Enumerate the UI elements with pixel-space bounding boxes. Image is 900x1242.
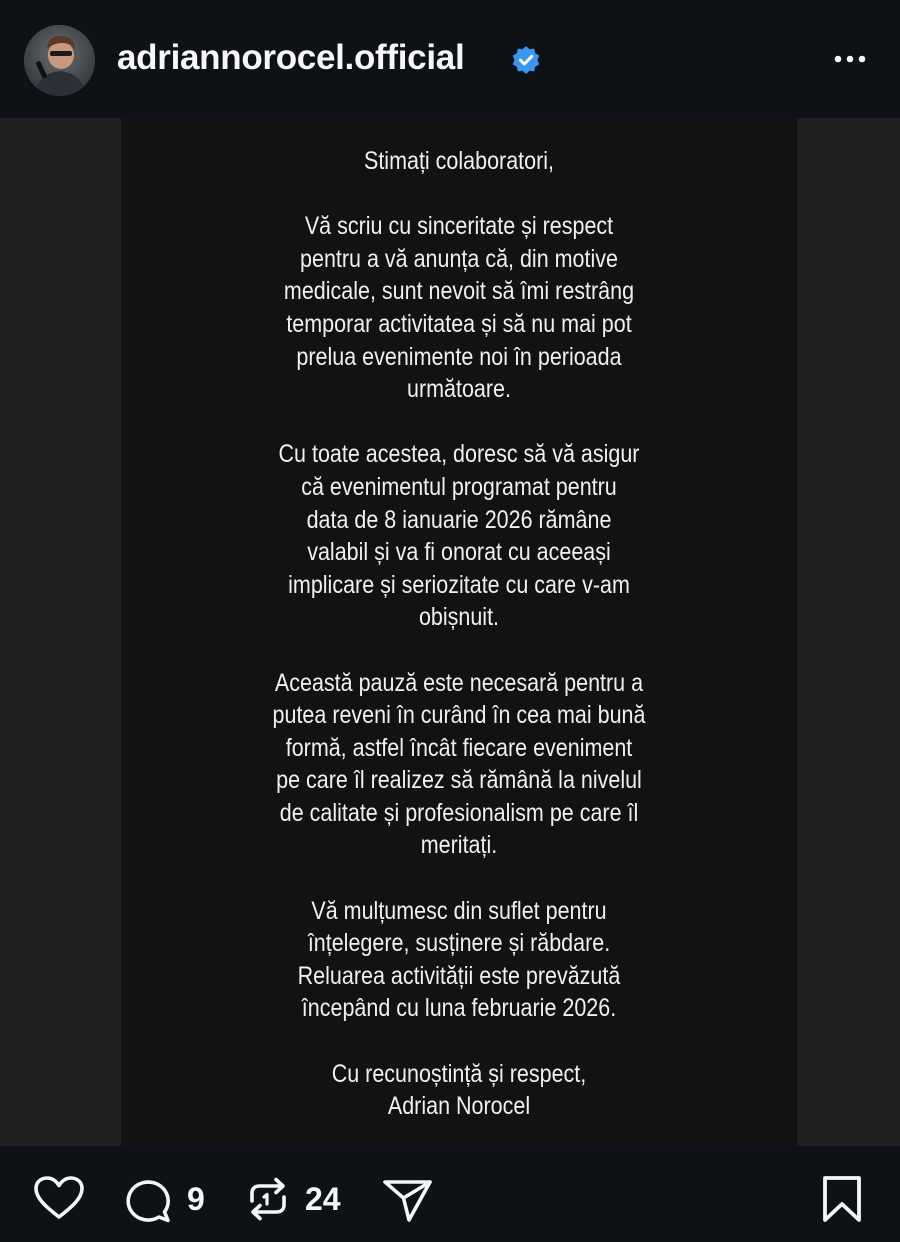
- avatar-photo: [24, 25, 95, 96]
- repost-icon[interactable]: [244, 1175, 292, 1223]
- action-bar: [0, 1146, 900, 1242]
- letter-text: [168, 145, 749, 1123]
- comment-count: 9: [187, 1181, 205, 1217]
- heart-icon[interactable]: [33, 1175, 85, 1221]
- more-horizontal-icon[interactable]: [830, 44, 870, 74]
- letter-signature: Cu recunoștință și respect, Adrian Norocel: [331, 1059, 587, 1121]
- post-media[interactable]: [0, 118, 900, 1146]
- letter-paragraph: Stimați colaboratori,: [363, 147, 555, 175]
- letter-paragraph: Cu toate acestea, doresc să vă asigur că evenimentul programat pentru data de 8 ianuarie 2026 rămâne valabil și va fi onorat cu aceeași implicare și seriozitate cu care v-am obișnuit.: [278, 440, 640, 632]
- letter-paragraph: Vă mulțumesc din suflet pentru înțelegere, susținere și răbdare. Reluarea activității este prevăzută începând cu luna februarie 2026.: [297, 896, 621, 1023]
- letter-image: [121, 118, 797, 1146]
- bookmark-icon[interactable]: [820, 1174, 864, 1224]
- avatar[interactable]: [24, 25, 95, 96]
- verified-badge-icon: [511, 45, 541, 75]
- post-header: [0, 0, 900, 118]
- letter-paragraph: Această pauză este necesară pentru a putea reveni în curând în cea mai bună formă, astfel încât fiecare eveniment pe care îl realizez să rămână la nivelul de calitate și profesionalism pe care îl meritați.: [272, 668, 646, 860]
- comment-icon[interactable]: [123, 1176, 173, 1224]
- repost-count: 24: [305, 1181, 341, 1217]
- send-icon[interactable]: [382, 1176, 434, 1224]
- letter-paragraph: Vă scriu cu sinceritate și respect pentru a vă anunța că, din motive medicale, sunt nevoit să îmi restrâng temporar activitatea și să nu mai pot prelua evenimente noi în perioada următoare.: [283, 212, 635, 404]
- username[interactable]: adriannorocel.official: [117, 38, 465, 77]
